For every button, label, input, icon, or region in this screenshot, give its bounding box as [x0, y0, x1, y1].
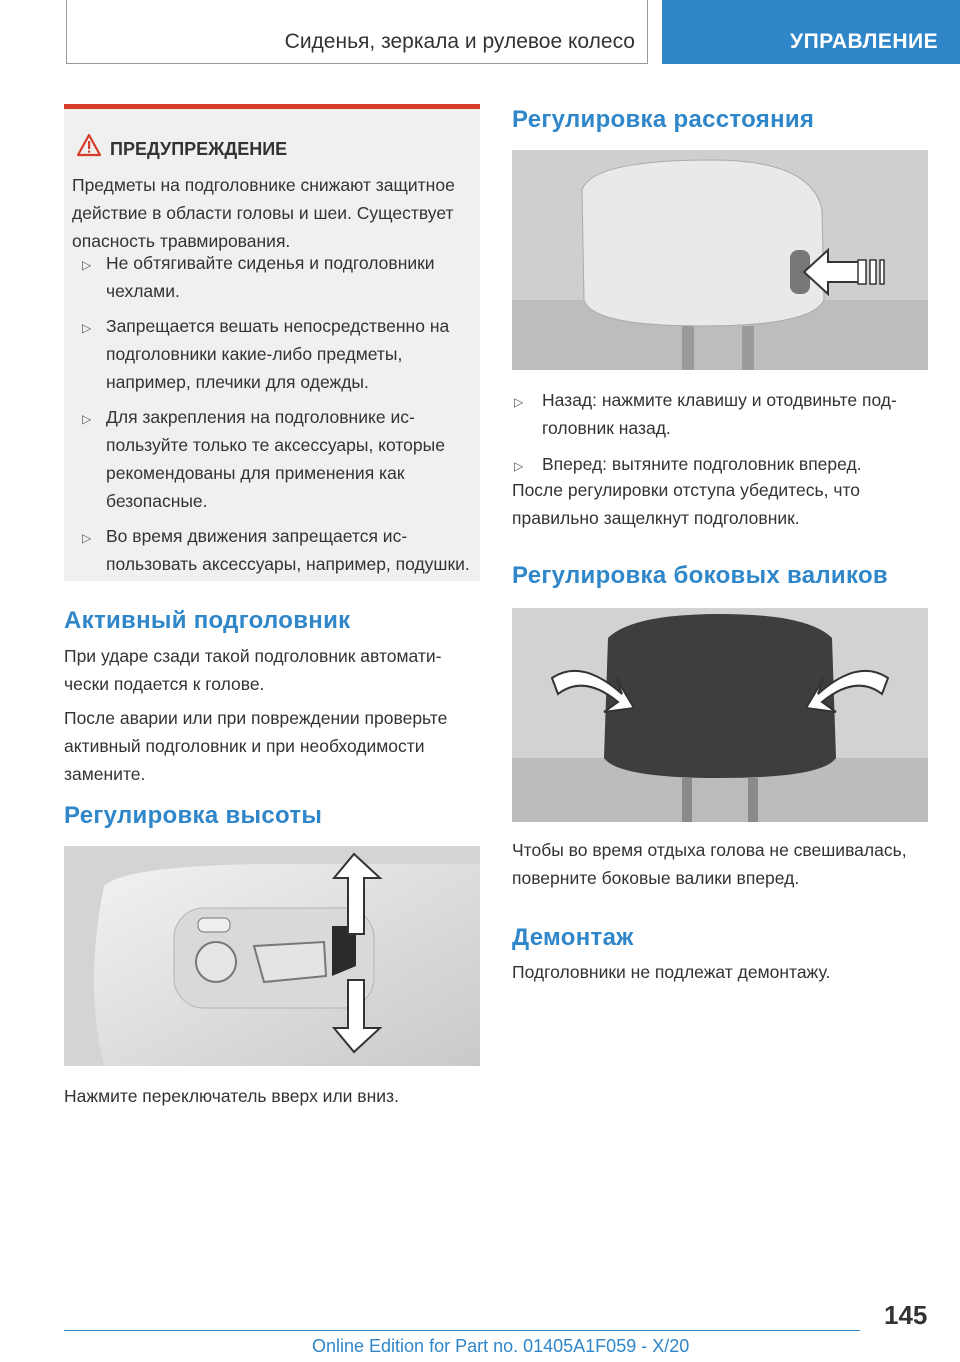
seat-switch-illustration	[64, 846, 480, 1066]
paragraph: При ударе сзади такой подголовник автоматически подается к голове.	[64, 646, 442, 694]
warning-list	[72, 249, 472, 585]
paragraph: После аварии или при повреждении проверьте активный подголовник и при необходимости замените.	[64, 708, 448, 784]
warning-text: Предметы на подголовнике снижают защитное действие в области головы и шеи. Существует опасность травмирования.	[72, 175, 455, 251]
header-chapter	[662, 0, 960, 64]
paragraph: Чтобы во время отдыха голова не свешивалась, поверните боковые валики вперед.	[512, 840, 907, 888]
section-title: Сиденья, зеркала и рулевое колесо	[284, 30, 635, 53]
heading-side-cushions: Регулировка боковых валиков	[512, 562, 888, 589]
list-item: ▷ Назад: нажмите клавишу и отодвиньте подголовник назад.	[514, 390, 897, 438]
paragraph: Подголовники не подлежат демонтажу.	[512, 962, 831, 982]
list-item: ▷ Вперед: вытяните подголовник вперед.	[512, 450, 932, 478]
list-item: ▷ Во время движения запрещается использовать аксессуары, например, подушки.	[82, 526, 470, 574]
bullet-triangle-icon: ▷	[82, 531, 92, 545]
bullet-triangle-icon: ▷	[82, 412, 92, 426]
headrest-button-illustration	[512, 150, 928, 370]
header-section	[66, 0, 648, 64]
bullet-triangle-icon: ▷	[514, 395, 524, 409]
list-item: ▷ Для закрепления на подголовнике используйте только те аксессуары, которые рекомендованы для применения как безопасные.	[82, 407, 445, 511]
list-item: ▷ Запрещается вешать непосредственно на подголовники какие-либо предметы, например, плечики для одежды.	[82, 316, 450, 392]
distance-list	[512, 386, 932, 486]
footer-edition: Online Edition for Part no. 01405A1F059 - X/20	[312, 1336, 690, 1356]
heading-active-headrest: Активный подголовник	[64, 607, 351, 634]
paragraph: После регулировки отступа убедитесь, что правильно защелкнут подголовник.	[512, 480, 860, 528]
footer-divider	[64, 1330, 860, 1331]
headrest-wings-illustration	[512, 608, 928, 822]
chapter-title: УПРАВЛЕНИЕ	[790, 30, 939, 53]
warning-box	[64, 104, 480, 581]
heading-distance: Регулировка расстояния	[512, 106, 815, 133]
warning-title: ПРЕДУПРЕЖДЕНИЕ	[110, 139, 288, 159]
bullet-triangle-icon: ▷	[514, 459, 524, 473]
bullet-triangle-icon: ▷	[82, 321, 92, 335]
page-number: 145	[884, 1300, 928, 1330]
bullet-triangle-icon: ▷	[82, 258, 92, 272]
heading-height: Регулировка высоты	[64, 802, 323, 829]
caption: Нажмите переключатель вверх или вниз.	[64, 1086, 399, 1106]
heading-removal: Демонтаж	[512, 924, 634, 951]
list-item: ▷ Не обтягивайте сиденья и подголовники чехлами.	[82, 253, 435, 301]
warning-triangle-icon	[76, 133, 102, 157]
